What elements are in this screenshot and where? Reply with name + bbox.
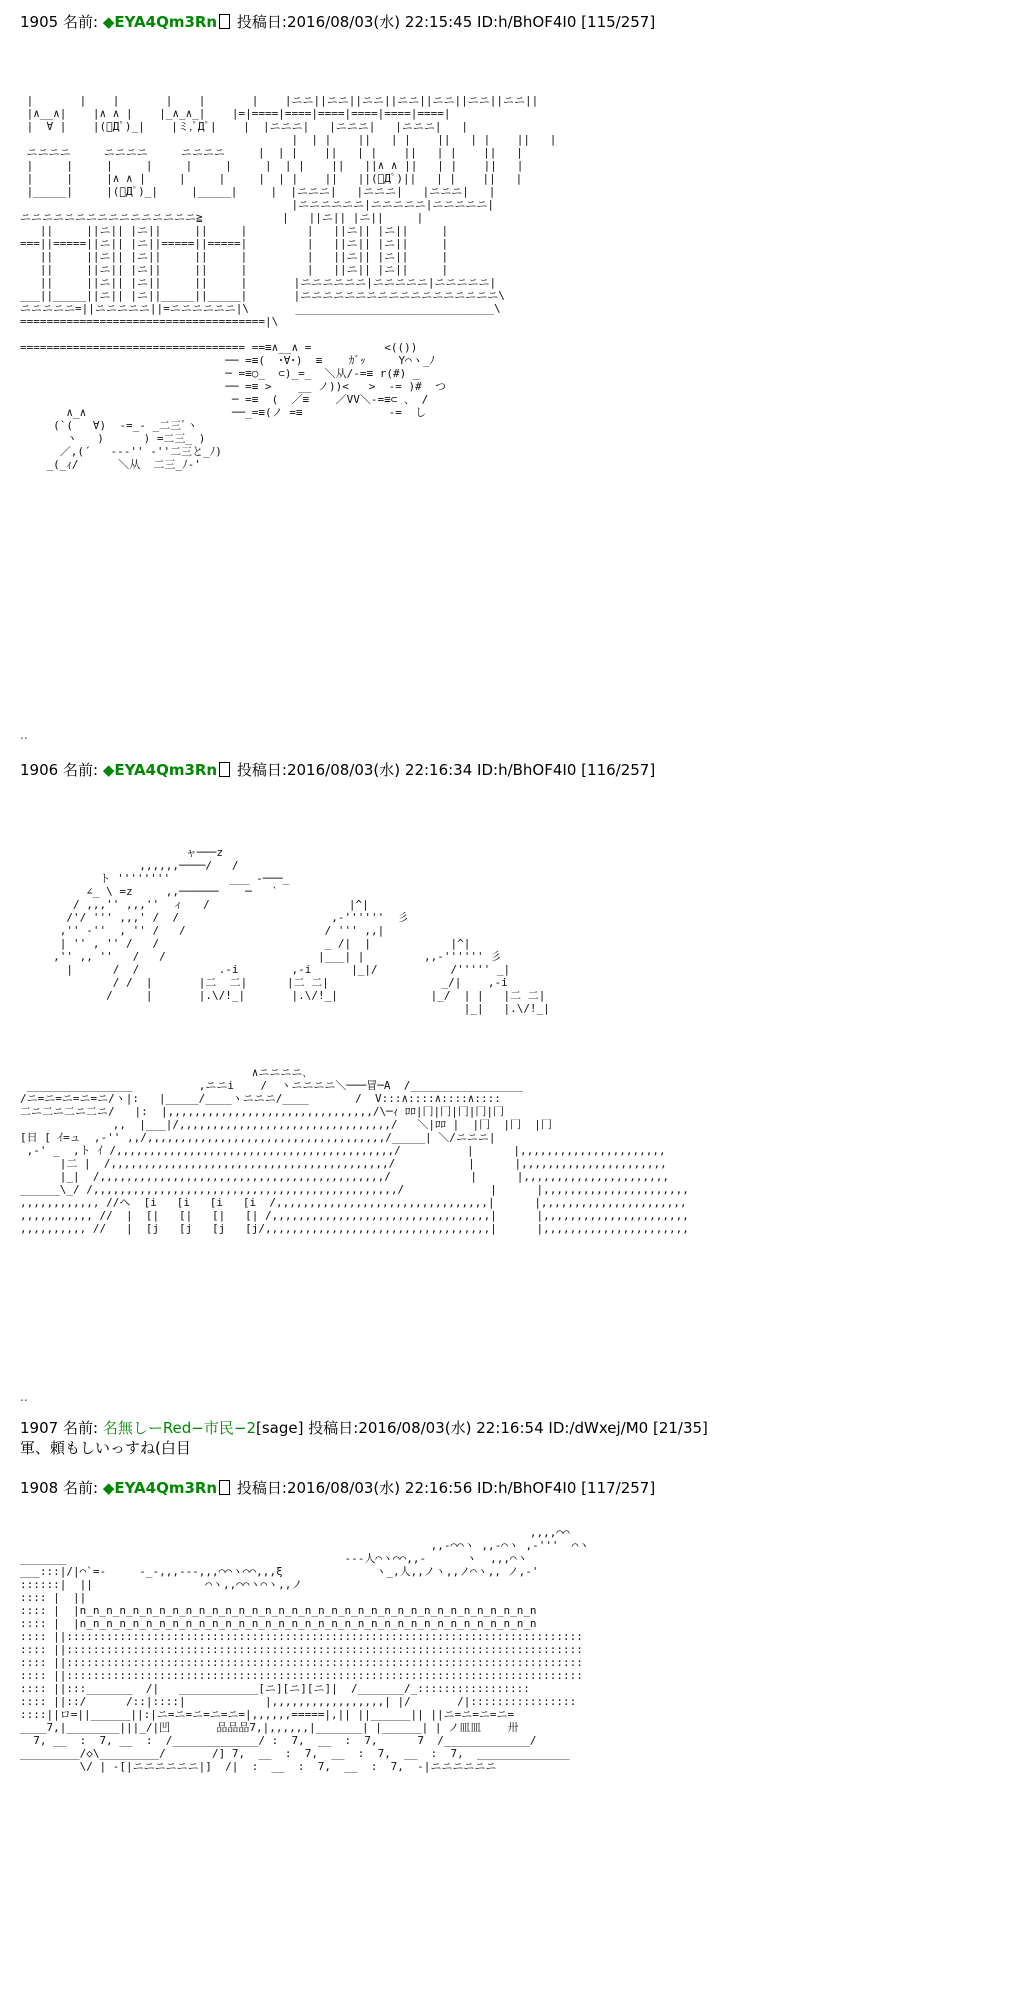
date-label: 投稿日: — [236, 13, 287, 31]
poster-id: ID:/dWxej/M0 — [548, 1419, 649, 1437]
post-date: 2016/08/03(水) 22:15:45 — [286, 13, 473, 31]
post-number: 1908 — [20, 1479, 59, 1497]
ascii-art-flying-figures: ャ───z ,,,,,,────/ / ト '''''''' ___ -───_ ∠_ \ =z ,,────── ─ ` / ,,,'' ,,,'' ィ / |^| /'/ ''' ,,,' / / ,-'''''' 彡 ,'' -'' , '' / / / ''' ,,| | '' , '' / / _ /| | |^| ,'' ,, '' / / |___| | ,,-'''''' 彡 | / / .-i ,-i |_|/ /''''' _| / / | |二 二| |二 二| _/| ,-i / | |.\/!_| |.\/!_| |_/ | | |二 二| |_| |.\/!_| — [53, 846, 550, 1015]
poster-trip[interactable]: ◆EYA4Qm3Rn — [102, 1479, 218, 1497]
name-label: 名前: — [62, 761, 99, 779]
post-count: [116/257] — [581, 761, 656, 779]
ascii-art-town: ∧ニニニニ､ ________________ ,ニニi / ヽニニニニ＼───冒─A /_________________ /ニ=ニ=ニ=ニ=ニ/ヽ|: |_____/____ヽニニニ/____ / V:::∧::::∧::::∧:::: 二ニ二ニ二ニ二ニ/ |: |,,,,,,,,,,,,,,,,,,,,,,,,,,,,,,,/\─ｨ ﾛﾛ|冂|冂|冂|冂|冂 ,, |___|/,,,,,,,,,,,,,,,,,,,,,,,,,,,,,,,,/ ＼|ﾛﾛ | |冂 |冂 |冂 [日 [ ｲ=ュ ,-'' ,,/,,,,,,,,,,,,,,,,,,,,,,,,,,,,,,,,,,,,/_____| ＼/ニニニ| ,-' _ ,ト ｲ /,,,,,,,,,,,,,,,,,,,,,,,,,,,,,,,,,,,,,,,,,,/ | |,,,,,,,,,,,,,,,,,,,,,, |二 | /,,,,,,,,,,,,,,,,,,,,,,,,,,,,,,,,,,,,,,,,,,/ | |,,,,,,,,,,,,,,,,,,,,,, |_| /,,,,,,,,,,,,,,,,,,,,,,,,,,,,,,,,,,,,,,,,,,,/ | |,,,,,,,,,,,,,,,,,,,,,, ______\_/ /,,,,,,,,,,,,,,,,,,,,,,,,,,,,,,,,,,,,,,,,,,,,,,/ | |,,,,,,,,,,,,,,,,,,,,,, ,,,,,,,,,,,, //ヘ [i [i [i [i /,,,,,,,,,,,,,,,,,,,,,,,,,,,,,,,,| |,,,,,,,,,,,,,,,,,,,,,, ,,,,,,,,,,, // | [| [| [| [| /,,,,,,,,,,,,,,,,,,,,,,,,,,,,,,,,,| |,,,,,,,,,,,,,,,,,,,,,, ,,,,,,,,,, // | [j [j [j [j/,,,,,,,,,,,,,,,,,,,,,,,,,,,,,,,,,,| |,,,,,,,,,,,,,,,,,,,,,, — [20, 1066, 689, 1235]
name-label: 名前: — [62, 1479, 99, 1497]
date-label: 投稿日: — [236, 761, 287, 779]
post-header — [20, 1418, 1000, 1438]
separator: .. — [20, 1390, 28, 1404]
post-number: 1906 — [20, 761, 59, 779]
post-header — [20, 760, 1000, 780]
post-count: [21/35] — [652, 1419, 708, 1437]
post-header — [20, 12, 1000, 32]
post-1908 — [20, 1478, 1000, 1906]
post-count: [115/257] — [581, 13, 656, 31]
poster-id: ID:h/BhOF4I0 — [477, 1479, 577, 1497]
post-date: 2016/08/03(水) 22:16:34 — [286, 761, 473, 779]
post-date: 2016/08/03(水) 22:16:56 — [286, 1479, 473, 1497]
poster-trip[interactable]: ◆EYA4Qm3Rn — [102, 761, 218, 779]
box-icon — [219, 1480, 230, 1495]
post-header — [20, 1478, 1000, 1498]
post-number: 1907 — [20, 1419, 59, 1437]
name-label: 名前: — [62, 1419, 99, 1437]
separator: .. — [20, 728, 28, 742]
name-label: 名前: — [62, 13, 99, 31]
post-1906 — [20, 760, 1000, 1306]
box-icon — [219, 14, 230, 29]
poster-mail[interactable]: [sage] — [256, 1419, 304, 1437]
poster-id: ID:h/BhOF4I0 — [477, 13, 577, 31]
post-count: [117/257] — [581, 1479, 656, 1497]
post-1907 — [20, 1418, 1000, 1458]
post-number: 1905 — [20, 13, 59, 31]
poster-name[interactable]: 名無しーRed−市民−2 — [102, 1419, 256, 1437]
post-body: 軍、頼もしいっすね(白目 — [20, 1439, 191, 1457]
box-icon — [219, 762, 230, 777]
ascii-art-street: ,,,,⌒⌒ ,,-⌒⌒ヽ ,,-⌒ヽ ,-''' ⌒ヽ _______ --‐人⌒ヽ⌒⌒,,- ヽ ,,,⌒ヽ ___:::|/|⌒`=- -_-,,,---,,,⌒⌒ヽ⌒⌒,,,ξ ヽ_,人,,ノヽ,,ノ⌒ヽ,, ノ,-' ::::::| || ⌒ヽ,,⌒⌒ヽ⌒ヽ,,ノ :::: | || :::: | |n_n_n_n_n_n_n_n_n_n_n_n_n_n_n_n_n_n_n_n_n_n_n_n_n_n_n_n_n_n_n_n_n_n_n :::: | |n_n_n_n_n_n_n_n_n_n_n_n_n_n_n_n_n_n_n_n_n_n_n_n_n_n_n_n_n_n_n_n_n_n_n :::: ||:::::::::::::::::::::::::::::::::::::::::::::::::::::::::::::::::::::::::::::: :::: ||:::::::::::::::::::::::::::::::::::::::::::::::::::::::::::::::::::::::::::::: :::: ||:::::::::::::::::::::::::::::::::::::::::::::::::::::::::::::::::::::::::::::: :::: ||:::::::::::::::::::::::::::::::::::::::::::::::::::::::::::::::::::::::::::::: :::: ||:::_______ /| ____________[ニ][ニ][ニ]| /_______/_::::::::::::::::: :::: ||::/ /::|::::| |,,,,,,,,,,,,,,,,,| |/ /|:::::::::::::::: ::::||ロ=||______||:|ニ=ニ=ニ=ニ=ニ=|,,,,,,=====|,|| ||______|| ||ニ=ニ=ニ=ニ= ____7,|________|||_/|凹 品品品7,|,,,,,,|_______| |______| | ノ皿皿 卅 7, __ : 7, __ : /_____________/ : 7, __ : 7, 7 /_____________/ _________/◇\_________/ /] 7, __ : 7, __ : 7, __ : 7, ______________ \/ | -[|ニニニニニニ|] /| : __ : 7, __ : 7, -|ニニニニニニ — [20, 1526, 590, 1773]
date-label: 投稿日: — [308, 1419, 359, 1437]
poster-trip[interactable]: ◆EYA4Qm3Rn — [102, 13, 218, 31]
post-date: 2016/08/03(水) 22:16:54 — [358, 1419, 544, 1437]
date-label: 投稿日: — [236, 1479, 287, 1497]
ascii-art-building: | | | | | | |ニニ||ニニ||ニニ||ニニ||ニニ||ニニ||ニニ|| |∧__∧| |∧ ∧ | |_∧_∧_| |=|====|====|====|====|====|====| | ∀ | |(ﾟДﾟ)_| |ミ,ﾟДﾟ| | |ニニニ| |ニニニ| |ニニニ| | | | | || | | || | | || | ニニニニ ニニニニ ニニニニ | | | || | | || | | || | | | | | | | | | | || ||∧ ∧ || | | || | | | |∧ ∧ | | | | | | || ||(ﾟДﾟ)|| | | || | |_____| |(ﾟДﾟ)_| |_____| | |ニニニ| |ニニニ| |ニニニ| | |ニニニニニニ|ニニニニニ|ニニニニニ| ニニニニニニニニニニニニニニニニ≧ | ||ニ|| |ニ|| | || ||ニ|| |ニ|| || | | ||ニ|| |ニ|| | ===||=====||ニ|| |ニ||=====||=====| | ||ニ|| |ニ|| | || ||ニ|| |ニ|| || | | ||ニ|| |ニ|| | || ||ニ|| |ニ|| || | | ||ニ|| |ニ|| | || ||ニ|| |ニ|| || | |ニニニニニニ|ニニニニニ|ニニニニニ| ___||_____||ニ|| |ニ||_____||_____| |ニニニニニニニニニニニニニニニニニニ\ ニニニニニ=||ニニニニニ||=ニニニニニニ|\ ______________________________\ =====================================|\ ================================== ==≡∧__∧ = <(()) ── =≡( ･∀･) ≡ ｶﾞｯ Y⌒ヽ_ﾉ ─ =≡○_ ⊂)_=_ ＼从/-=≡ r(#) _ ── =≡ > __ ノ))< > -= )# つ ─ =≡ ( ／≡ ／VV＼-=≡⊂ 、 / ∧_∧ ──_=≡(ノ =≡ -= し (`( ∀) -=_- _二三ﾞヽ ヽ ) ) =二三_ ) ／,(´ --‐'' -''二三と_ﾉ) _(_ｨ/ ＼从 二三_ﾉ-' — [20, 94, 557, 471]
post-1905 — [20, 12, 1000, 694]
poster-id: ID:h/BhOF4I0 — [477, 761, 577, 779]
